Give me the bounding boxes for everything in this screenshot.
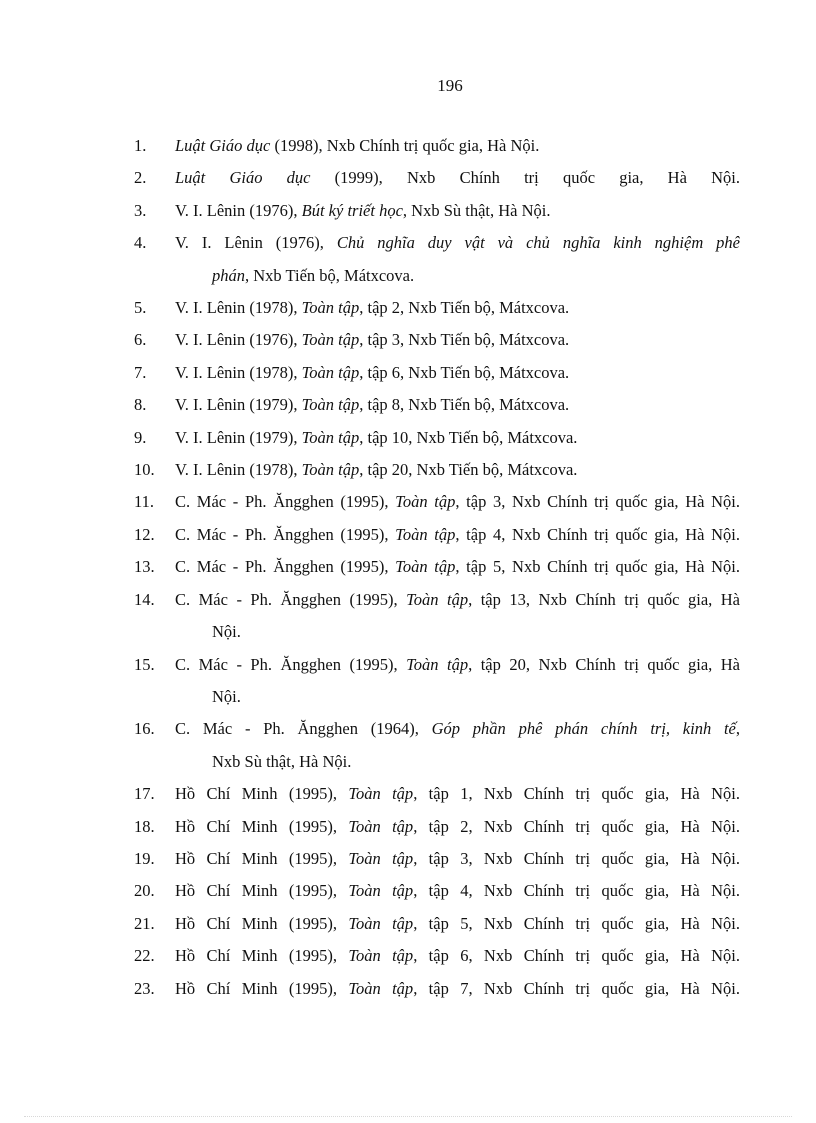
reference-text: [175, 195, 740, 227]
reference-item: [134, 551, 740, 583]
reference-number: 9.: [134, 427, 147, 447]
reference-text-run: Hồ Chí Minh (1995),: [175, 881, 349, 901]
reference-text-run: Hồ Chí Minh (1995),: [175, 848, 349, 868]
reference-title-italic: Bút ký triết học: [301, 200, 403, 220]
reference-text-run: , tập 7, Nxb Chính trị quốc gia, Hà Nội.: [413, 978, 740, 998]
reference-text-run: Hồ Chí Minh (1995),: [175, 784, 349, 804]
reference-text-run: Hồ Chí Minh (1995),: [175, 946, 349, 966]
reference-title-italic: Toàn tập: [301, 460, 360, 480]
reference-continuation: [175, 681, 740, 713]
reference-text: [175, 357, 740, 389]
page-bottom-rule: [24, 1116, 792, 1117]
reference-title-italic: Luật Giáo dục: [175, 168, 311, 188]
reference-continuation: [175, 746, 740, 778]
reference-item: [134, 973, 740, 1005]
reference-text-run: C. Mác - Ph. Ăngghen (1995),: [175, 654, 407, 674]
reference-item: [134, 357, 740, 389]
reference-text-run: , tập 2, Nxb Chính trị quốc gia, Hà Nội.: [413, 816, 740, 836]
reference-title-italic: Toàn tập: [395, 557, 456, 577]
reference-text-run: , tập 13, Nxb Chính trị quốc gia, Hà: [468, 589, 740, 609]
reference-text-run: V. I. Lênin (1979),: [175, 427, 302, 447]
reference-text: [175, 519, 740, 551]
reference-text: [175, 713, 740, 745]
reference-text: [175, 778, 740, 810]
reference-text-run: , tập 5, Nxb Chính trị quốc gia, Hà Nội.: [455, 557, 741, 577]
reference-title-italic: Toàn tập: [406, 589, 469, 609]
reference-item: [134, 519, 740, 551]
reference-text-run: , tập 10, Nxb Tiến bộ, Mátxcova.: [359, 427, 578, 447]
reference-text-run: C. Mác - Ph. Ăngghen (1995),: [175, 557, 396, 577]
reference-text-run: Nxb Sù thật, Hà Nội.: [212, 751, 352, 771]
reference-title-italic: Toàn tập: [301, 395, 360, 415]
reference-text-run: C. Mác - Ph. Ăngghen (1964),: [175, 719, 432, 739]
reference-title-italic: Toàn tập: [301, 427, 360, 447]
reference-text-run: , tập 4, Nxb Chính trị quốc gia, Hà Nội.: [455, 524, 741, 544]
reference-text-run: , tập 2, Nxb Tiến bộ, Mátxcova.: [359, 298, 570, 318]
reference-number: 22.: [134, 946, 155, 966]
reference-text-run: V. I. Lênin (1978),: [175, 298, 302, 318]
reference-item: [134, 875, 740, 907]
reference-number: 2.: [134, 168, 147, 188]
reference-title-italic: Toàn tập: [395, 492, 456, 512]
reference-title-italic: Góp phần phê phán chính trị, kinh tế: [431, 719, 736, 739]
reference-continuation: [175, 260, 740, 292]
reference-title-italic: Toàn tập: [348, 784, 414, 804]
reference-text: [175, 422, 740, 454]
reference-number: 7.: [134, 362, 147, 382]
reference-text: [175, 908, 740, 940]
reference-number: 8.: [134, 395, 147, 415]
reference-text-run: C. Mác - Ph. Ăngghen (1995),: [175, 589, 407, 609]
reference-text-run: Hồ Chí Minh (1995),: [175, 978, 349, 998]
reference-title-italic: Toàn tập: [348, 978, 414, 998]
reference-text-run: , tập 4, Nxb Chính trị quốc gia, Hà Nội.: [413, 881, 740, 901]
reference-title-italic: Toàn tập: [406, 654, 469, 674]
reference-number: 13.: [134, 557, 155, 577]
reference-number: 18.: [134, 816, 155, 836]
reference-title-italic: Toàn tập: [348, 881, 414, 901]
reference-number: 10.: [134, 460, 155, 480]
reference-text: [175, 130, 740, 162]
reference-number: 23.: [134, 978, 155, 998]
reference-text-run: , tập 5, Nxb Chính trị quốc gia, Hà Nội.: [413, 913, 740, 933]
reference-text-run: , tập 3, Nxb Chính trị quốc gia, Hà Nội.: [455, 492, 741, 512]
reference-text-run: , tập 3, Nxb Chính trị quốc gia, Hà Nội.: [413, 848, 740, 868]
reference-title-italic: Toàn tập: [348, 946, 414, 966]
reference-text-run: ,: [735, 719, 740, 739]
reference-text-run: V. I. Lênin (1978),: [175, 362, 302, 382]
reference-text-run: V. I. Lênin (1976),: [175, 233, 337, 253]
reference-number: 21.: [134, 913, 155, 933]
reference-text-run: (1998), Nxb Chính trị quốc gia, Hà Nội.: [270, 136, 540, 155]
reference-number: 1.: [134, 136, 147, 155]
reference-text-run: , tập 20, Nxb Tiến bộ, Mátxcova.: [359, 460, 578, 480]
reference-text: [175, 389, 740, 421]
reference-item: [134, 292, 740, 324]
reference-text: [175, 324, 740, 356]
reference-text-run: V. I. Lênin (1978),: [175, 460, 302, 480]
reference-text: [175, 551, 740, 583]
reference-text: [175, 811, 740, 843]
reference-title-italic: Luật Giáo dục: [175, 136, 271, 155]
reference-text-run: Nội.: [212, 686, 241, 706]
reference-text: [175, 973, 740, 1005]
reference-text-run: (1999), Nxb Chính trị quốc gia, Hà Nội.: [310, 168, 740, 188]
reference-text-run: V. I. Lênin (1976),: [175, 200, 302, 220]
reference-title-italic: Toàn tập: [301, 298, 360, 318]
reference-number: 16.: [134, 719, 155, 739]
reference-item: [134, 584, 740, 649]
reference-text: [175, 162, 740, 194]
reference-text-run: , tập 1, Nxb Chính trị quốc gia, Hà Nội.: [413, 784, 740, 804]
reference-number: 14.: [134, 589, 155, 609]
reference-title-italic: Toàn tập: [348, 816, 414, 836]
reference-text-run: , Nxb Tiến bộ, Mátxcova.: [245, 265, 415, 285]
reference-item: [134, 713, 740, 778]
reference-item: [134, 811, 740, 843]
reference-text: [175, 227, 740, 259]
reference-text-run: C. Mác - Ph. Ăngghen (1995),: [175, 492, 396, 512]
reference-text-run: , tập 20, Nxb Chính trị quốc gia, Hà: [468, 654, 740, 674]
reference-item: [134, 422, 740, 454]
reference-title-italic: Toàn tập: [348, 913, 414, 933]
reference-text-run: V. I. Lênin (1976),: [175, 330, 302, 350]
reference-number: 6.: [134, 330, 147, 350]
reference-number: 4.: [134, 233, 147, 253]
reference-text-run: , tập 3, Nxb Tiến bộ, Mátxcova.: [359, 330, 570, 350]
reference-item: [134, 195, 740, 227]
reference-list: [134, 130, 740, 1005]
reference-text-run: V. I. Lênin (1979),: [175, 395, 302, 415]
reference-item: [134, 778, 740, 810]
reference-number: 20.: [134, 881, 155, 901]
reference-number: 15.: [134, 654, 155, 674]
reference-text: [175, 843, 740, 875]
reference-text-run: Hồ Chí Minh (1995),: [175, 816, 349, 836]
reference-text: [175, 486, 740, 518]
reference-text-run: , tập 6, Nxb Tiến bộ, Mátxcova.: [359, 362, 570, 382]
reference-text: [175, 649, 740, 681]
reference-title-italic: Toàn tập: [301, 362, 360, 382]
reference-title-italic: Toàn tập: [395, 524, 456, 544]
reference-item: [134, 940, 740, 972]
reference-text-run: C. Mác - Ph. Ăngghen (1995),: [175, 524, 396, 544]
reference-title-italic: Chủ nghĩa duy vật và chủ nghĩa kinh nghiệm phê: [336, 233, 740, 253]
reference-title-italic: phán: [212, 265, 245, 285]
reference-item: [134, 908, 740, 940]
reference-item: [134, 649, 740, 714]
reference-item: [134, 389, 740, 421]
reference-number: 12.: [134, 524, 155, 544]
reference-text: [175, 875, 740, 907]
reference-title-italic: Toàn tập: [348, 848, 414, 868]
reference-text-run: Hồ Chí Minh (1995),: [175, 913, 349, 933]
reference-item: [134, 843, 740, 875]
reference-number: 19.: [134, 848, 155, 868]
reference-item: [134, 227, 740, 292]
reference-item: [134, 486, 740, 518]
reference-number: 11.: [134, 492, 155, 512]
reference-text: [175, 940, 740, 972]
reference-item: [134, 324, 740, 356]
reference-number: 3.: [134, 200, 147, 220]
reference-number: 17.: [134, 784, 155, 804]
reference-text-run: Nội.: [212, 622, 241, 642]
reference-text-run: , Nxb Sù thật, Hà Nội.: [402, 200, 551, 220]
reference-item: [134, 130, 740, 162]
reference-continuation: [175, 616, 740, 648]
reference-item: [134, 454, 740, 486]
page-number: 196: [437, 76, 463, 95]
reference-text: [175, 454, 740, 486]
reference-text: [175, 584, 740, 616]
reference-number: 5.: [134, 298, 147, 318]
reference-text-run: , tập 6, Nxb Chính trị quốc gia, Hà Nội.: [413, 946, 740, 966]
reference-title-italic: Toàn tập: [301, 330, 360, 350]
reference-item: [134, 162, 740, 194]
reference-text-run: , tập 8, Nxb Tiến bộ, Mátxcova.: [359, 395, 570, 415]
reference-text: [175, 292, 740, 324]
